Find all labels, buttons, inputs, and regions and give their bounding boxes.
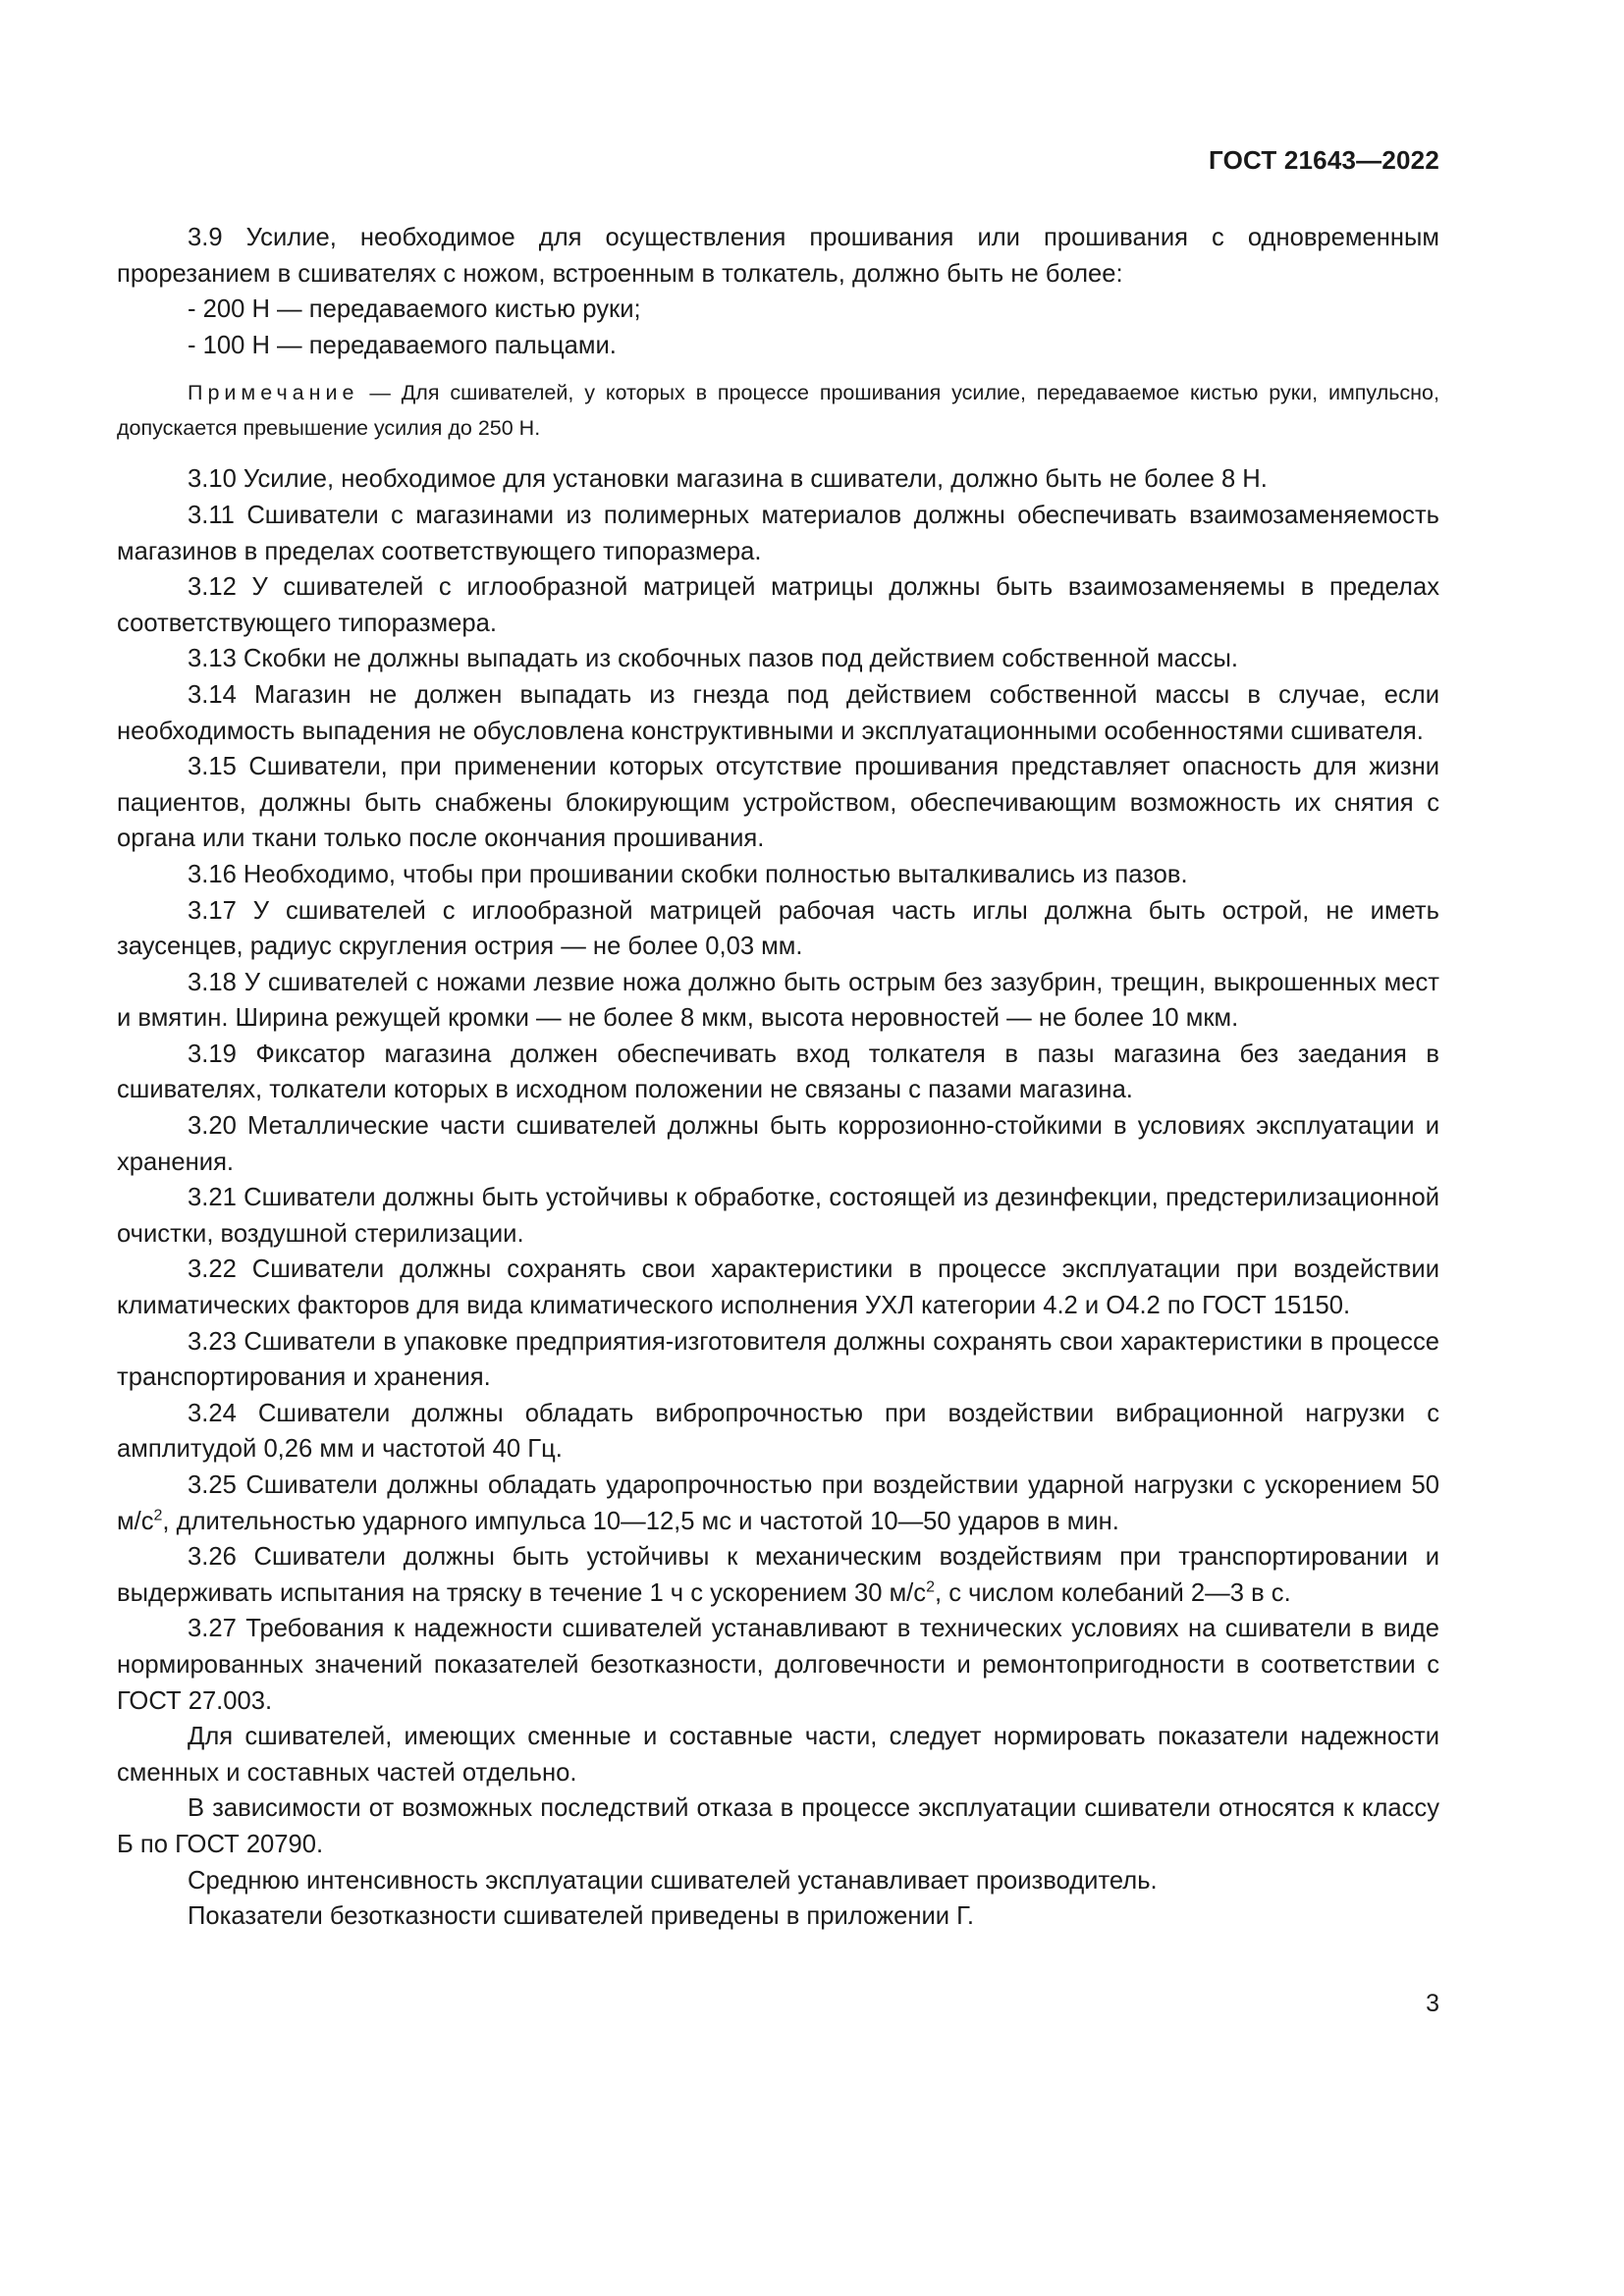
- paragraph-3-26-start: 3.26 Сшиватели должны быть устойчивы к механическим воздействиям при транспортировании и выдерживать испытания на тряску в течение 1 ч с ускорением 30 м/с: [117, 1543, 1439, 1607]
- paragraph-3-18: 3.18 У сшивателей с ножами лезвие ножа должно быть острым без зазубрин, трещин, выкрошенных мест и вмятин. Ширина режущей кромки — не более 8 мкм, высота неровностей — не более 10 мкм.: [117, 968, 1439, 1033]
- paragraph-3-10: 3.10 Усилие, необходимое для установки магазина в сшиватели, должно быть не более 8 Н.: [188, 465, 1268, 494]
- paragraph-3-25-start: 3.25 Сшиватели должны обладать ударопрочностью при воздействии ударной нагрузки с ускорением 50 м/с: [117, 1471, 1439, 1535]
- superscript-2: 2: [926, 1578, 935, 1596]
- list-item-200n: - 200 Н — передаваемого кистью руки;: [188, 295, 641, 324]
- list-item-100n: - 100 Н — передаваемого пальцами.: [188, 331, 617, 359]
- paragraph-3-25-end: , длительностью ударного импульса 10—12,5 мс и частотой 10—50 ударов в мин.: [162, 1507, 1119, 1535]
- paragraph-3-11: 3.11 Сшиватели с магазинами из полимерных материалов должны обеспечивать взаимозаменяемость магазинов в пределах соответствующего типоразмера.: [117, 501, 1439, 565]
- paragraph-3-15: 3.15 Сшиватели, при применении которых отсутствие прошивания представляет опасность для жизни пациентов, должны быть снабжены блокирующим устройством, обеспечивающим возможность их снятия с органа или ткани только после окончания прошивания.: [117, 753, 1439, 853]
- paragraph-3-20: 3.20 Металлические части сшивателей должны быть коррозионно-стойкими в условиях эксплуатации и хранения.: [117, 1112, 1439, 1176]
- paragraph-failure-class: В зависимости от возможных последствий отказа в процессе эксплуатации сшиватели относятся к классу Б по ГОСТ 20790.: [117, 1794, 1439, 1858]
- paragraph-3-19: 3.19 Фиксатор магазина должен обеспечивать вход толкателя в пазы магазина без заедания в сшивателях, толкатели которых в исходном положении не связаны с пазами магазина.: [117, 1040, 1439, 1104]
- paragraph-3-23: 3.23 Сшиватели в упаковке предприятия-изготовителя должны сохранять свои характеристики в процессе транспортирования и хранения.: [117, 1327, 1439, 1392]
- paragraph-spare-parts: Для сшивателей, имеющих сменные и составные части, следует нормировать показатели надежности сменных и составных частей отдельно.: [117, 1723, 1439, 1787]
- note-label: Примечание: [188, 381, 359, 405]
- superscript-2: 2: [153, 1507, 163, 1524]
- paragraph-3-27: 3.27 Требования к надежности сшивателей устанавливают в технических условиях на сшиватели в виде нормированных значений показателей безотказности, долговечности и ремонтопригодности в соответствии с ГОСТ 27.003.: [117, 1615, 1439, 1715]
- paragraph-3-17: 3.17 У сшивателей с иглообразной матрицей рабочая часть иглы должна быть острой, не иметь заусенцев, радиус скругления острия — не более 0,03 мм.: [117, 896, 1439, 961]
- paragraph-intensity: Среднюю интенсивность эксплуатации сшивателей устанавливает производитель.: [188, 1866, 1158, 1895]
- paragraph-3-12: 3.12 У сшивателей с иглообразной матрицей матрицы должны быть взаимозаменяемы в пределах соответствующего типоразмера.: [117, 573, 1439, 637]
- paragraph-3-25: [117, 1468, 1439, 1539]
- note-block: [117, 375, 1439, 446]
- paragraph-3-26: [117, 1539, 1439, 1611]
- paragraph-3-21: 3.21 Сшиватели должны быть устойчивы к обработке, состоящей из дезинфекции, предстерилизационной очистки, воздушной стерилизации.: [117, 1184, 1439, 1248]
- paragraph-3-13: 3.13 Скобки не должны выпадать из скобочных пазов под действием собственной массы.: [188, 645, 1238, 673]
- paragraph-3-9: 3.9 Усилие, необходимое для осуществления прошивания или прошивания с одновременным прорезанием в сшивателях с ножом, встроенным в толкатель, должно быть не более:: [117, 224, 1439, 288]
- note-text: — Для сшивателей, у которых в процессе прошивания усилие, передаваемое кистью руки, импульсно, допускается превышение усилия до 250 Н.: [117, 381, 1439, 441]
- page-number: 3: [1426, 1990, 1439, 2017]
- paragraph-3-22: 3.22 Сшиватели должны сохранять свои характеристики в процессе эксплуатации при воздействии климатических факторов для вида климатического исполнения УХЛ категории 4.2 и О4.2 по ГОСТ 15150.: [117, 1255, 1439, 1320]
- document-body: [117, 220, 1439, 1935]
- paragraph-3-24: 3.24 Сшиватели должны обладать вибропрочностью при воздействии вибрационной нагрузки с амплитудой 0,26 мм и частотой 40 Гц.: [117, 1399, 1439, 1464]
- paragraph-3-26-end: , с числом колебаний 2—3 в с.: [935, 1578, 1291, 1607]
- paragraph-3-14: 3.14 Магазин не должен выпадать из гнезда под действием собственной массы в случае, если необходимость выпадения не обусловлена конструктивными и эксплуатационными особенностями сшивателя.: [117, 680, 1439, 745]
- paragraph-3-16: 3.16 Необходимо, чтобы при прошивании скобки полностью выталкивались из пазов.: [188, 860, 1188, 888]
- paragraph-reliability-annex: Показатели безотказности сшивателей приведены в приложении Г.: [188, 1902, 975, 1931]
- document-code-header: ГОСТ 21643—2022: [1209, 145, 1439, 175]
